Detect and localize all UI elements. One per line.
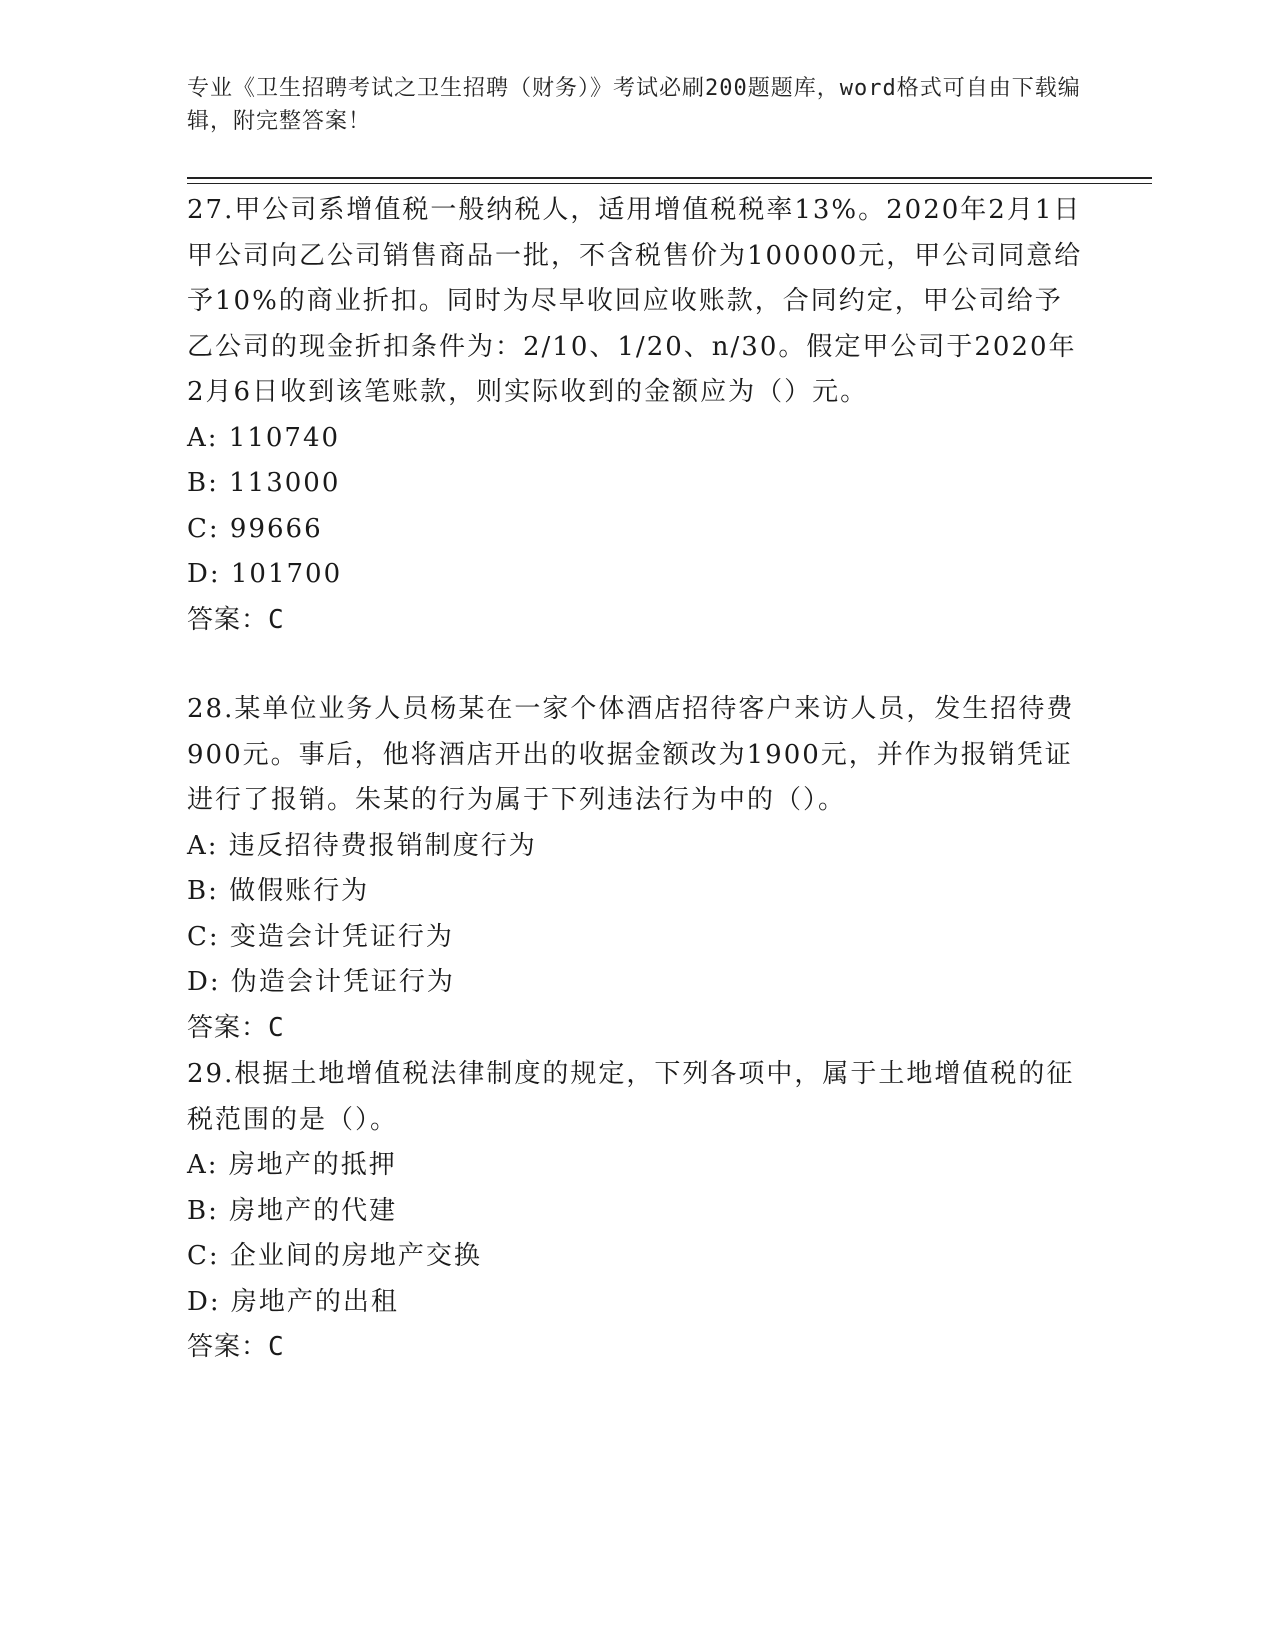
option-d: D: 伪造会计凭证行为: [187, 967, 455, 997]
option-b: B: 房地产的代建: [187, 1195, 398, 1226]
header-divider-thin: [187, 183, 1152, 184]
option-a: A: 房地产的抵押: [187, 1150, 397, 1180]
option-c: C: 99666: [187, 513, 323, 544]
answer: 答案：C: [187, 1012, 285, 1043]
question-stem: 28.某单位业务人员杨某在一家个体酒店招待客户来访人员，发生招待费900元。事后，他将酒店开出的收据金额改为1900元，并作为报销凭证进行了报销。朱某的行为属于下列违法行为中的（）。: [187, 694, 1075, 815]
header-divider-thick: [187, 177, 1152, 179]
question-28: [187, 687, 1087, 1051]
answer: 答案：C: [187, 604, 285, 635]
option-b: B: 113000: [187, 468, 341, 498]
option-c: C: 变造会计凭证行为: [187, 921, 454, 952]
answer: 答案：C: [187, 1332, 285, 1362]
document-header: 专业《卫生招聘考试之卫生招聘（财务）》考试必刷200题题库，word格式可自由下载编辑，附完整答案！: [187, 76, 1081, 134]
option-b: B: 做假账行为: [187, 876, 370, 906]
option-d: D: 房地产的出租: [187, 1286, 399, 1317]
option-d: D: 101700: [187, 559, 343, 589]
option-c: C: 企业间的房地产交换: [187, 1241, 482, 1271]
question-27: [187, 188, 1087, 643]
question-stem: 27.甲公司系增值税一般纳税人，适用增值税税率13%。2020年2月1日甲公司向乙公司销售商品一批，不含税售价为100000元，甲公司同意给予10%的商业折扣。同时为尽早收回应收账款，合同约定，甲公司给予乙公司的现金折扣条件为：2/10、1/20、n/30。假定甲公司于2020年2月6日收到该笔账款，则实际收到的金额应为（）元。: [187, 195, 1083, 407]
question-29: [187, 1052, 1087, 1371]
option-a: A: 违反招待费报销制度行为: [187, 830, 537, 861]
question-stem: 29.根据土地增值税法律制度的规定，下列各项中，属于土地增值税的征税范围的是（）。: [187, 1059, 1075, 1135]
option-a: A: 110740: [187, 422, 341, 453]
